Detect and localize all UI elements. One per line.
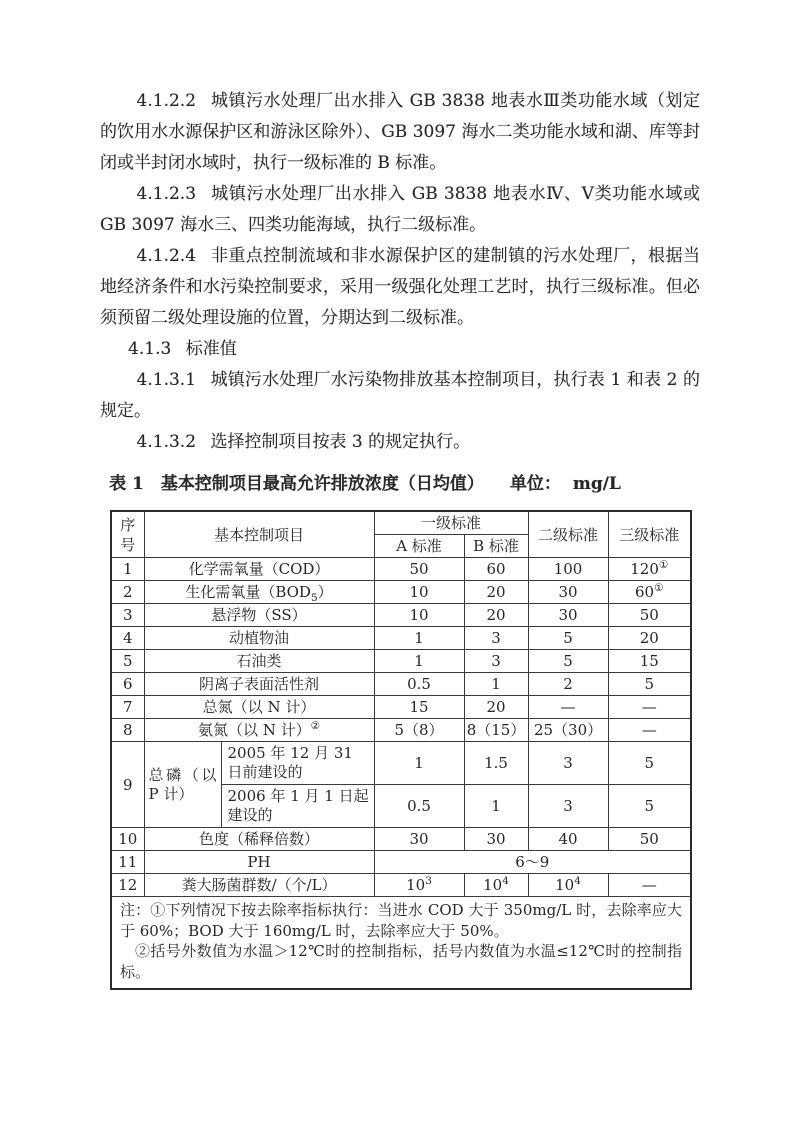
table-row (111, 828, 691, 851)
row-no: 1 (111, 558, 144, 581)
value-l2: 2 (528, 673, 608, 696)
clause-text: 选择控制项目按表 3 的规定执行。 (210, 432, 471, 452)
value-b: 3 (464, 627, 528, 650)
value-b: 20 (464, 604, 528, 627)
header-level1b: B 标准 (464, 535, 528, 558)
table-row (111, 719, 691, 742)
table-title (100, 473, 700, 495)
value-l2: 25（30） (528, 719, 608, 742)
value-span: 6～9 (374, 851, 691, 874)
subscript: 5 (310, 592, 318, 604)
value-l2: 30 (528, 604, 608, 627)
clause-number: 4.1.3.1 (136, 370, 197, 390)
header-index: 序号 (111, 511, 144, 558)
paragraph-413 (100, 334, 700, 365)
table-unit-label: 单位： (509, 474, 561, 494)
clause-text: 非重点控制流域和非水源保护区的建制镇的污水处理厂，根据当地经济条件和水污染控制要求，采用一级强化处理工艺时，执行三级标准。但必须预留二级处理设施的位置，分期达到二级标准。 (100, 246, 700, 328)
row-item: PH (144, 851, 374, 874)
value-l3: 5 (608, 785, 691, 828)
row-item: 色度（稀释倍数） (144, 828, 374, 851)
value-b: 30 (464, 828, 528, 851)
value-a: 10 (374, 604, 464, 627)
table-notes (111, 897, 691, 990)
row-no: 2 (111, 581, 144, 604)
paragraph-4131 (100, 365, 700, 427)
value-b: 8（15） (464, 719, 528, 742)
value-l3: — (608, 719, 691, 742)
table-notes-row (111, 897, 691, 990)
value-l2: 40 (528, 828, 608, 851)
row-no: 10 (111, 828, 144, 851)
row-item: 氨氮（以 N 计）② (144, 719, 374, 742)
row-no: 7 (111, 696, 144, 719)
row-item: 悬浮物（SS） (144, 604, 374, 627)
header-item: 基本控制项目 (144, 511, 374, 558)
value-l3: 120① (608, 558, 691, 581)
row-no: 8 (111, 719, 144, 742)
value-a: 0.5 (374, 785, 464, 828)
value-b: 20 (464, 581, 528, 604)
exponent: 4 (502, 875, 509, 887)
header-level2: 二级标准 (528, 511, 608, 558)
exponent: 4 (574, 875, 581, 887)
value-l2: $10^4$ (528, 874, 608, 897)
value-b: 1.5 (464, 742, 528, 785)
value-a: 50 (374, 558, 464, 581)
clause-number: 4.1.3.2 (136, 432, 197, 452)
value-a: 30 (374, 828, 464, 851)
page-content (100, 86, 700, 990)
value-b: 1 (464, 673, 528, 696)
row-no: 6 (111, 673, 144, 696)
table-row (111, 650, 691, 673)
value-l3: 5 (608, 673, 691, 696)
row-item: 生化需氧量$(BOD_5)$ (144, 581, 374, 604)
row-no: 4 (111, 627, 144, 650)
table-row-phosphorus-pre2005 (111, 742, 691, 785)
footnote-marker: ① (654, 582, 664, 594)
value-l2: 100 (528, 558, 608, 581)
value-b: 20 (464, 696, 528, 719)
value-l2: 3 (528, 785, 608, 828)
table-row (111, 696, 691, 719)
row-no: 3 (111, 604, 144, 627)
value-a: 10 (374, 581, 464, 604)
header-level1a: A 标准 (374, 535, 464, 558)
row-item: 动植物油 (144, 627, 374, 650)
note-2: ②括号外数值为水温＞12℃时的控制指标，括号内数值为水温≤12℃时的控制指标。 (120, 942, 683, 981)
table-row (111, 673, 691, 696)
value-l2: 5 (528, 627, 608, 650)
footnote-marker: ① (658, 559, 669, 571)
row-subitem: 2005 年 12 月 31 日前建设的 (221, 742, 374, 785)
clause-number: 4.1.2.2 (136, 91, 197, 111)
value-l3: 15 (608, 650, 691, 673)
value-l3: 50 (608, 604, 691, 627)
paragraph-4132 (100, 427, 700, 458)
row-no: 5 (111, 650, 144, 673)
table-1-basic-control-items (110, 510, 692, 990)
table-row (111, 581, 691, 604)
clause-text: 城镇污水处理厂水污染物排放基本控制项目，执行表 1 和表 2 的规定。 (100, 370, 700, 421)
clause-number: 4.1.3 (128, 339, 172, 359)
exponent: 3 (425, 875, 432, 887)
clause-text: 城镇污水处理厂出水排入 GB 3838 地表水Ⅳ、Ⅴ类功能水域或 GB 3097 海水三、四类功能海域，执行二级标准。 (100, 184, 700, 235)
value-l3: 50 (608, 828, 691, 851)
value-l3: — (608, 874, 691, 897)
value-a: 1 (374, 650, 464, 673)
clause-text: 标准值 (185, 339, 237, 359)
value-l3: 5 (608, 742, 691, 785)
table-row (111, 627, 691, 650)
clause-text: 城镇污水处理厂出水排入 GB 3838 地表水Ⅲ类功能水域（划定的饮用水水源保护区和游泳区除外）、GB 3097 海水二类功能水域和湖、库等封闭或半封闭水域时，执行一级标准的 B 标准。 (100, 91, 700, 173)
paragraph-4122 (100, 86, 700, 179)
value-a: 5（8） (374, 719, 464, 742)
footnote-marker: ② (310, 720, 321, 732)
value-a: 1 (374, 742, 464, 785)
row-item: 阴离子表面活性剂 (144, 673, 374, 696)
value-l2: 5 (528, 650, 608, 673)
row-no: 9 (111, 742, 144, 828)
row-item: 石油类 (144, 650, 374, 673)
header-level1: 一级标准 (374, 511, 528, 535)
table-row-ph (111, 851, 691, 874)
note-1: 注：①下列情况下按去除率指标执行：当进水 COD 大于 350mg/L 时，去除率应大于 60%；BOD 大于 160mg/L 时，去除率应大于 50%。 (120, 901, 683, 940)
clause-number: 4.1.2.4 (136, 246, 197, 266)
header-level3: 三级标准 (608, 511, 691, 558)
value-b: $10^4$ (464, 874, 528, 897)
row-no: 11 (111, 851, 144, 874)
table-title-text: 表 1 基本控制项目最高允许排放浓度（日均值） (109, 474, 484, 494)
table-row (111, 604, 691, 627)
header-row-1 (111, 511, 691, 535)
value-a: 0.5 (374, 673, 464, 696)
value-b: 60 (464, 558, 528, 581)
table-row-coliform (111, 874, 691, 897)
value-l2: 30 (528, 581, 608, 604)
value-a: 15 (374, 696, 464, 719)
row-item: 总磷（以 P 计） (144, 742, 221, 828)
table-row (111, 558, 691, 581)
paragraph-4123 (100, 179, 700, 241)
value-l3: 60① (608, 581, 691, 604)
value-l3: — (608, 696, 691, 719)
value-b: 1 (464, 785, 528, 828)
value-l2: — (528, 696, 608, 719)
value-b: 3 (464, 650, 528, 673)
row-item: 总氮（以 N 计） (144, 696, 374, 719)
value-l2: 3 (528, 742, 608, 785)
row-item: 粪大肠菌群数/（个/L） (144, 874, 374, 897)
clause-number: 4.1.2.3 (136, 184, 197, 204)
value-l3: 20 (608, 627, 691, 650)
row-no: 12 (111, 874, 144, 897)
value-a: $10^3$ (374, 874, 464, 897)
row-subitem: 2006 年 1 月 1 日起建设的 (221, 785, 374, 828)
table-unit-value: mg/L (572, 474, 621, 494)
value-a: 1 (374, 627, 464, 650)
row-item: 化学需氧量（COD） (144, 558, 374, 581)
paragraph-4124 (100, 241, 700, 334)
